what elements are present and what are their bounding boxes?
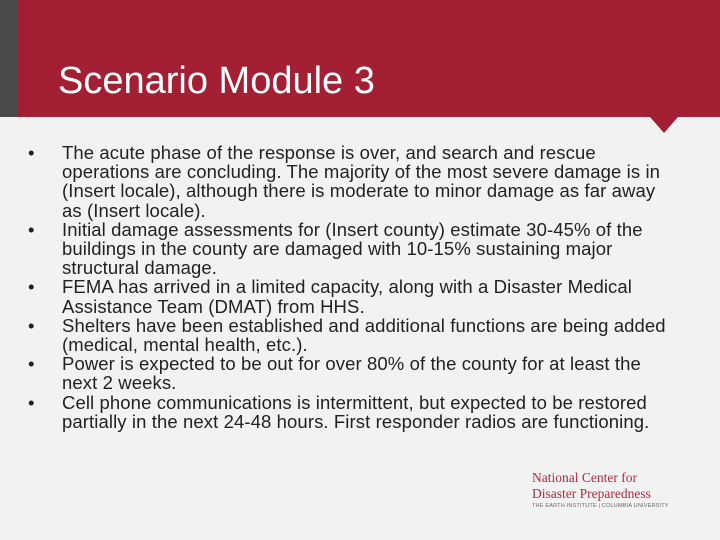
bullet-text: Initial damage assessments for (Insert county) estimate 30-45% of the buildings in the county are damaged with 10-15% sustaining major structural damage. — [62, 218, 643, 279]
bullet-glyph: • — [28, 276, 35, 298]
slide-title: Scenario Module 3 — [58, 60, 375, 102]
ncdp-logo — [532, 470, 669, 524]
bullet-item — [26, 316, 666, 354]
bullet-item — [26, 220, 666, 278]
bullet-glyph: • — [28, 353, 35, 375]
bullet-glyph: • — [28, 142, 35, 163]
title-banner — [0, 0, 720, 117]
bullet-glyph: • — [28, 391, 35, 413]
bullet-text: Cell phone communications is intermittent, but expected to be restored partially in the next 24-48 hours. First responder radios are functioning. — [62, 391, 650, 432]
bullet-item — [26, 393, 666, 431]
bullet-text: The acute phase of the response is over, and search and rescue operations are concluding. The majority of the most severe damage is in (Insert locale), although there is moderate to minor damage as far away as (Insert locale). — [62, 142, 661, 221]
bullet-text: FEMA has arrived in a limited capacity, along with a Disaster Medical Assistance Team (DMAT) from HHS. — [62, 276, 633, 317]
bullet-list — [26, 143, 666, 431]
bullet-item — [26, 354, 666, 392]
bullet-item — [26, 277, 666, 315]
bullet-glyph: • — [28, 218, 35, 240]
logo-subline: THE EARTH INSTITUTE | COLUMBIA UNIVERSITY — [532, 503, 669, 509]
bullet-text: Shelters have been established and additional functions are being added (medical, mental health, etc.). — [62, 314, 666, 356]
banner-left-strip — [0, 0, 18, 117]
banner-notch — [650, 117, 678, 133]
bullet-text: Power is expected to be out for over 80% of the county for at least the next 2 weeks. — [62, 353, 641, 394]
bullet-item — [26, 143, 666, 220]
logo-line-1: National Center for — [532, 470, 637, 485]
bullet-glyph: • — [28, 314, 35, 336]
logo-line-2: Disaster Preparedness — [532, 486, 651, 501]
